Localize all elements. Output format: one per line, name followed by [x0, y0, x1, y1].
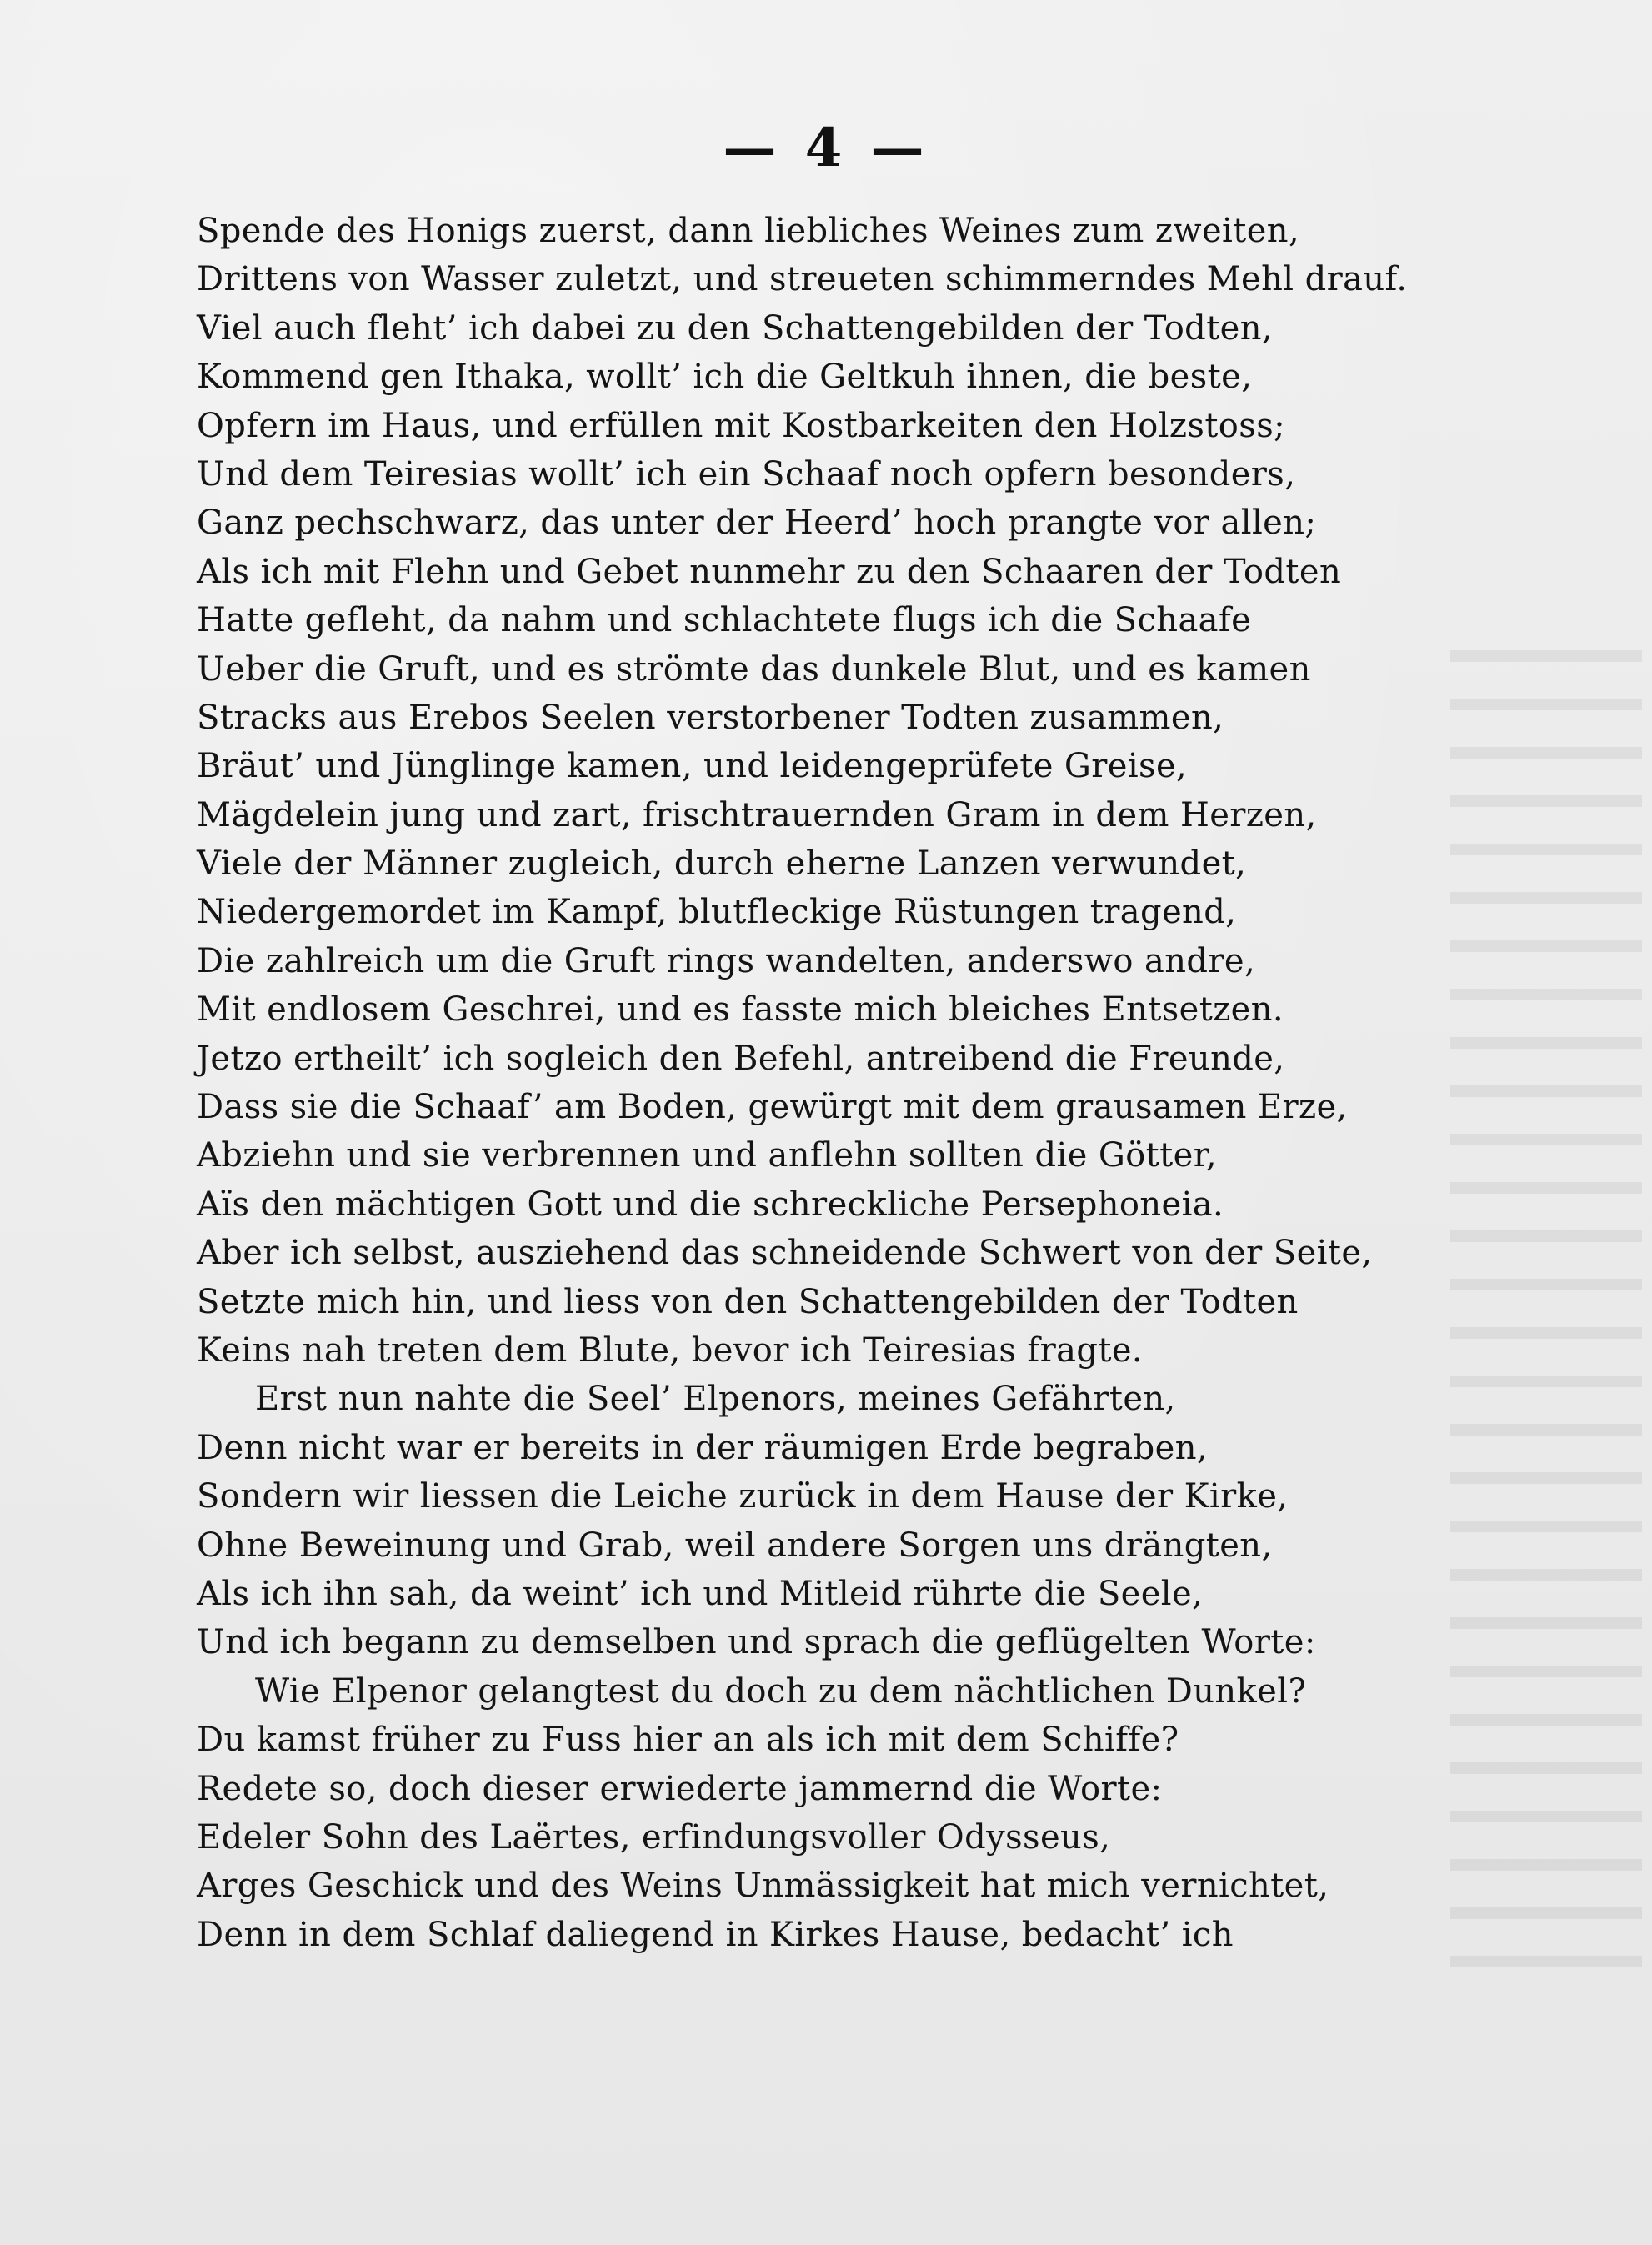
text-line: Wie Elpenor gelangtest du doch zu dem nächtlichen Dunkel? [255, 1671, 1307, 1711]
text-line: Dass sie die Schaaf’ am Boden, gewürgt mit dem grausamen Erze, [197, 1088, 1348, 1127]
text-line: Denn in dem Schlaf daliegend in Kirkes Hause, bedacht’ ich [197, 1915, 1234, 1954]
text-line: Du kamst früher zu Fuss hier an als ich mit dem Schiffe? [197, 1721, 1179, 1760]
text-line: Denn nicht war er bereits in der räumigen Erde begraben, [197, 1428, 1209, 1467]
text-line: Opfern im Haus, und erfüllen mit Kostbarkeiten den Holzstoss; [197, 406, 1286, 445]
text-line: Keins nah treten dem Blute, bevor ich Teiresias fragte. [197, 1330, 1144, 1370]
text-line: Als ich mit Flehn und Gebet nunmehr zu den Schaaren der Todten [197, 552, 1342, 591]
text-line: Und ich begann zu demselben und sprach die geflügelten Worte: [197, 1623, 1316, 1662]
text-line: Setzte mich hin, und liess von den Schattengebilden der Todten [197, 1282, 1299, 1321]
text-line: Spende des Honigs zuerst, dann liebliches Weines zum zweiten, [197, 212, 1300, 250]
text-line: Mit endlosem Geschrei, und es fasste mich bleiches Entsetzen. [197, 990, 1284, 1030]
text-line: Abziehn und sie verbrennen und anflehn sollten die Götter, [197, 1136, 1217, 1175]
poem-text-block [197, 207, 1497, 1959]
text-line: Kommend gen Ithaka, wollt’ ich die Geltkuh ihnen, die beste, [197, 358, 1253, 397]
text-line: Viele der Männer zugleich, durch eherne Lanzen verwundet, [197, 844, 1247, 884]
text-line: Die zahlreich um die Gruft rings wandelten, anderswo andre, [197, 941, 1256, 980]
text-line: Ueber die Gruft, und es strömte das dunkele Blut, und es kamen [197, 649, 1311, 689]
text-line: Ganz pechschwarz, das unter der Heerd’ hoch prangte vor allen; [197, 504, 1317, 543]
text-line: Als ich ihn sah, da weint’ ich und Mitleid rührte die Seele, [197, 1574, 1204, 1613]
text-line: Sondern wir liessen die Leiche zurück in dem Hause der Kirke, [197, 1477, 1289, 1516]
text-line: Arges Geschick und des Weins Unmässigkeit hat mich vernichtet, [197, 1867, 1329, 1906]
text-line: Und dem Teiresias wollt’ ich ein Schaaf noch opfern besonders, [197, 454, 1296, 494]
text-line: Aber ich selbst, ausziehend das schneidende Schwert von der Seite, [197, 1234, 1373, 1273]
text-line: Ohne Beweinung und Grab, weil andere Sorgen uns drängten, [197, 1526, 1273, 1565]
text-line: Jetzo ertheilt’ ich sogleich den Befehl, antreibend die Freunde, [197, 1039, 1285, 1078]
text-line: Edeler Sohn des Laërtes, erfindungsvoller Odysseus, [197, 1817, 1111, 1857]
text-line: Niedergemordet im Kampf, blutfleckige Rüstungen tragend, [197, 893, 1237, 932]
text-line: Aïs den mächtigen Gott und die schreckliche Persephoneia. [197, 1185, 1224, 1224]
text-line: Hatte gefleht, da nahm und schlachtete flugs ich die Schaafe [197, 601, 1252, 640]
text-line: Erst nun nahte die Seel’ Elpenors, meines Gefährten, [255, 1380, 1176, 1419]
text-line: Stracks aus Erebos Seelen verstorbener Todten zusammen, [197, 698, 1224, 737]
text-line: Viel auch fleht’ ich dabei zu den Schattengebilden der Todten, [197, 308, 1274, 348]
text-line: Bräut’ und Jünglinge kamen, und leidengeprüfete Greise, [197, 747, 1188, 786]
text-line: Mägdelein jung und zart, frischtrauernden Gram in dem Herzen, [197, 795, 1317, 834]
text-line: Redete so, doch dieser erwiederte jammernd die Worte: [197, 1769, 1163, 1808]
text-line: Drittens von Wasser zuletzt, und streueten schimmerndes Mehl drauf. [197, 260, 1408, 299]
page-number: — 4 — [723, 117, 929, 179]
